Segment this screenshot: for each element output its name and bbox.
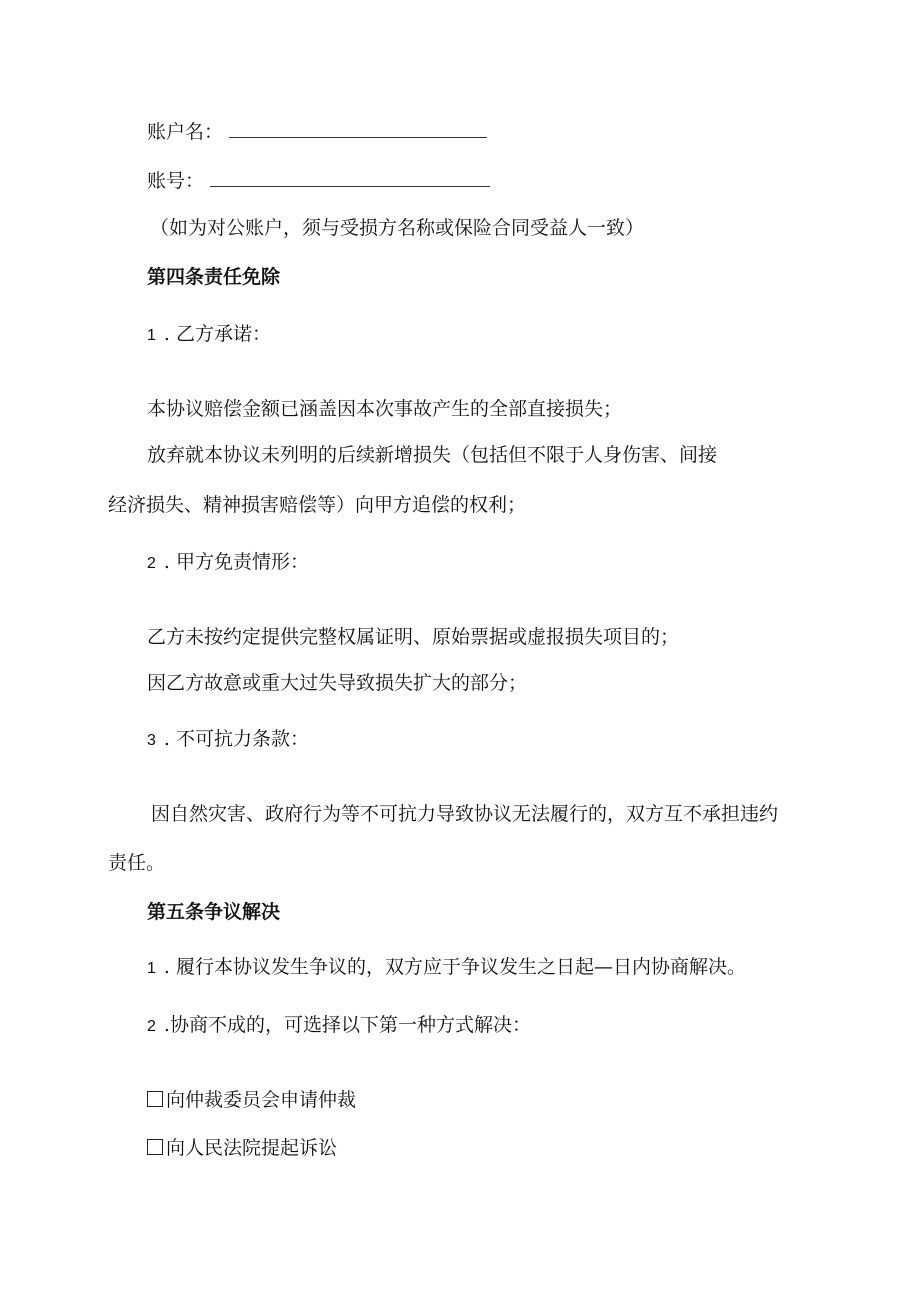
article4-item3-label: . 不可抗力条款：	[163, 728, 309, 750]
article4-item3-heading	[147, 727, 309, 753]
article5-item2-text: .协商不成的，可选择以下第一种方式解决：	[163, 1014, 531, 1036]
article4-item2-line1: 乙方未按约定提供完整权属证明、原始票据或虚报损失项目的；	[147, 626, 680, 648]
account-name-label: 账户名：	[147, 121, 224, 143]
checkbox-arbitration[interactable]	[147, 1091, 163, 1107]
article4-item3-line1b: 责任。	[108, 852, 166, 874]
article4-item1-heading	[147, 322, 271, 348]
article5-item2-number: 2	[147, 1018, 156, 1035]
option-litigation-label: 向人民法院提起诉讼	[166, 1137, 338, 1159]
article5-item1	[147, 955, 746, 981]
option-arbitration-label: 向仲裁委员会申请仲裁	[166, 1089, 357, 1111]
article5-item2	[147, 1013, 531, 1039]
account-note: （如为对公账户，须与受损方名称或保险合同受益人一致）	[150, 217, 645, 239]
article4-item2-label: . 甲方免责情形：	[163, 551, 309, 573]
account-name-blank[interactable]	[229, 122, 487, 138]
account-number-field	[147, 169, 490, 193]
article4-item2-number: 2	[147, 555, 156, 572]
article4-item2-line2: 因乙方故意或重大过失导致损失扩大的部分；	[147, 672, 528, 694]
option-litigation[interactable]	[147, 1136, 337, 1160]
article4-item3-number: 3	[147, 732, 156, 749]
article5-item1-text: . 履行本协议发生争议的，双方应于争议发生之日起—日内协商解决。	[163, 956, 746, 978]
option-arbitration[interactable]	[147, 1088, 356, 1112]
article4-item2-heading	[147, 550, 309, 576]
account-number-label: 账号：	[147, 170, 205, 192]
account-number-blank[interactable]	[210, 171, 490, 187]
article4-item1-line2b: 经济损失、精神损害赔偿等）向甲方追偿的权利；	[108, 494, 527, 516]
article5-item1-number: 1	[147, 960, 156, 977]
article4-item1-label: . 乙方承诺：	[163, 323, 271, 345]
article5-title: 第五条争议解决	[147, 901, 281, 923]
article4-item1-line2a: 放弃就本协议未列明的后续新增损失（包括但不限于人身伤害、间接	[147, 444, 718, 466]
account-name-field	[147, 120, 487, 144]
checkbox-litigation[interactable]	[147, 1139, 163, 1155]
article4-item1-line1: 本协议赔偿金额已涵盖因本次事故产生的全部直接损失；	[147, 398, 623, 420]
article4-item1-number: 1	[147, 327, 156, 344]
article4-title: 第四条责任免除	[147, 266, 281, 288]
article4-item3-line1a: 因自然灾害、政府行为等不可抗力导致协议无法履行的，双方互不承担违约	[151, 803, 779, 825]
